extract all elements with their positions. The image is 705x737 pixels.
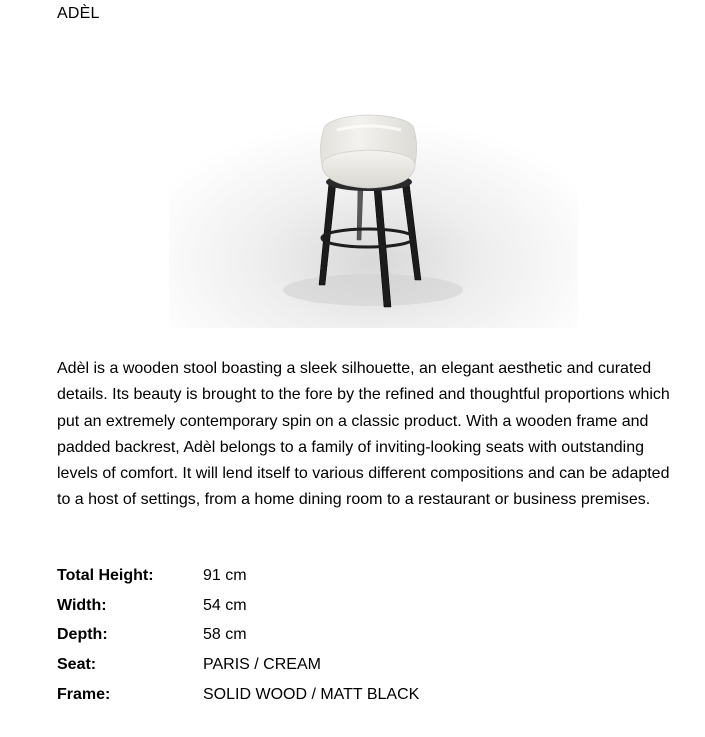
spec-label: Total Height: bbox=[57, 566, 154, 584]
spec-row-width bbox=[57, 591, 419, 621]
spec-value: 54 cm bbox=[203, 596, 247, 614]
spec-table bbox=[57, 561, 419, 709]
spec-label: Seat: bbox=[57, 655, 97, 673]
product-image bbox=[169, 90, 578, 328]
spec-label: Width: bbox=[57, 596, 107, 614]
spec-value: 58 cm bbox=[203, 626, 247, 644]
spec-value: SOLID WOOD / MATT BLACK bbox=[203, 685, 420, 703]
spec-row-seat bbox=[57, 650, 419, 680]
spec-label: Depth: bbox=[57, 626, 108, 644]
spec-row-height bbox=[57, 561, 419, 591]
product-description: Adèl is a wooden stool boasting a sleek silhouette, an elegant aesthetic and curated details. Its beauty is brought to the fore by the refined and thoughtful proportions which put an extremely contemporary spin on a classic product. With a wooden frame and padded backrest, Adèl belongs to a family of inviting-looking seats with outstanding levels of comfort. It will lend itself to various different compositions and can be adapted to a host of settings, from a home dining room to a restaurant or business premises. bbox=[57, 360, 670, 509]
spec-row-frame bbox=[57, 680, 419, 710]
spec-label: Frame: bbox=[57, 685, 111, 703]
spec-row-depth bbox=[57, 620, 419, 650]
product-title: ADÈL bbox=[57, 5, 100, 22]
floor-shadow bbox=[283, 274, 463, 306]
spec-value: PARIS / CREAM bbox=[203, 655, 321, 673]
spec-value: 91 cm bbox=[203, 566, 247, 584]
